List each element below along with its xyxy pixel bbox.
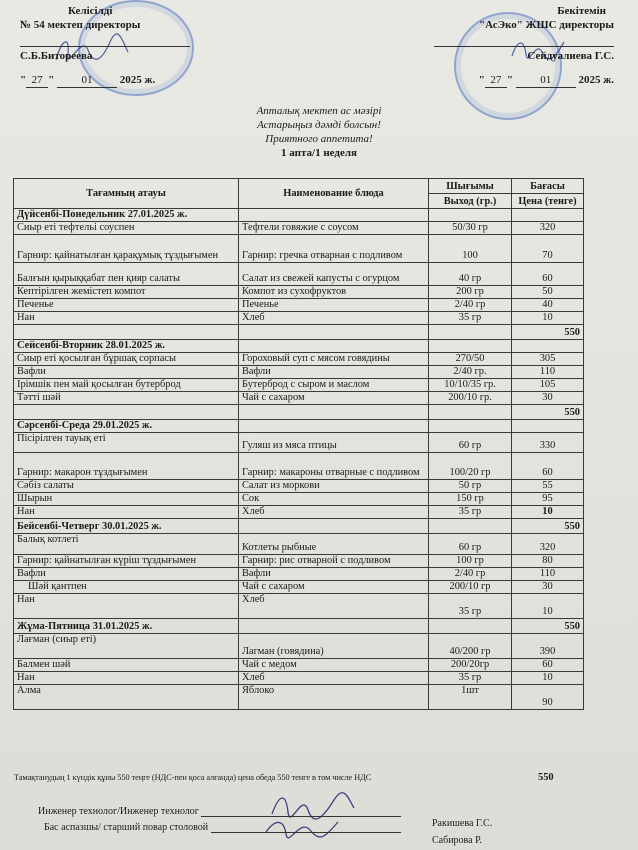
dish-price: 55 — [512, 480, 584, 493]
dish-output: 10/10/35 гр. — [429, 379, 512, 392]
dish-ru: Хлеб — [239, 312, 429, 325]
day-total-row — [14, 405, 584, 420]
signature-line — [211, 822, 401, 833]
day-title: Жұма-Пятница 31.01.2025 ж. — [14, 619, 239, 634]
dish-ru: Бутерброд с сыром и маслом — [239, 379, 429, 392]
dish-output: 270/50 — [429, 353, 512, 366]
day-row — [14, 209, 584, 222]
dish-price: 40 — [512, 299, 584, 312]
dish-ru: Гарнир: гречка отварная с подливом — [239, 235, 429, 263]
dish-ru: Гарнир: рис отварной с подливом — [239, 555, 429, 568]
table-row — [14, 263, 584, 286]
approval-left-position: № 54 мектеп директоры — [20, 19, 141, 31]
table-row — [14, 506, 584, 519]
dish-ru: Салат из моркови — [239, 480, 429, 493]
header-kz-name: Тағамның атауы — [14, 179, 239, 209]
table-row — [14, 634, 584, 659]
dish-ru: Печенье — [239, 299, 429, 312]
dish-ru: Хлеб — [239, 506, 429, 519]
table-row — [14, 581, 584, 594]
dish-output: 200/10 гр. — [429, 392, 512, 405]
dish-output: 60 гр — [429, 433, 512, 453]
dish-output: 40/200 гр — [429, 634, 512, 659]
table-row — [14, 299, 584, 312]
title-wish-ru: Приятного аппетита! — [265, 133, 373, 145]
approval-right-date: " 27 " 01 2025 ж. — [478, 74, 614, 86]
table-row — [14, 493, 584, 506]
dish-output: 100/20 гр — [429, 453, 512, 480]
day-total: 550 — [512, 405, 584, 420]
dish-ru: Сок — [239, 493, 429, 506]
menu-table — [13, 178, 584, 710]
dish-kz: Ірімшік пен май қосылған бутерброд — [14, 379, 239, 392]
dish-price: 105 — [512, 379, 584, 392]
dish-kz: Балғын қырыққабат пен қияр салаты — [14, 263, 239, 286]
table-row — [14, 685, 584, 710]
dish-kz: Нан — [14, 672, 239, 685]
title-kz: Апталық мектеп ас мәзірі — [256, 105, 382, 117]
dish-kz: Шырын — [14, 493, 239, 506]
day-total-row — [14, 619, 584, 634]
dish-price: 10 — [512, 506, 584, 519]
dish-output: 100 гр — [429, 555, 512, 568]
day-title: Бейсенбі-Четверг 30.01.2025 ж. — [14, 519, 239, 534]
table-row — [14, 480, 584, 493]
approval-right-position: "АсЭко" ЖШС директоры — [478, 19, 614, 31]
table-row — [14, 235, 584, 263]
signature-line-left — [20, 36, 190, 47]
table-row — [14, 555, 584, 568]
table-row — [14, 672, 584, 685]
table-row — [14, 594, 584, 619]
title-wish-kz: Астарыңыз дәмді болсын! — [257, 119, 381, 131]
dish-output: 35 гр — [429, 312, 512, 325]
table-row — [14, 222, 584, 235]
day-title: Сейсенбі-Вторник 28.01.2025 ж. — [14, 340, 239, 353]
approval-left — [20, 4, 190, 88]
day-total: 550 — [512, 325, 584, 340]
dish-price: 320 — [512, 534, 584, 555]
dish-price: 320 — [512, 222, 584, 235]
dish-kz: Пісірілген тауық еті — [14, 433, 239, 453]
dish-price: 50 — [512, 286, 584, 299]
dish-kz: Балық котлеті — [14, 534, 239, 555]
table-row — [14, 659, 584, 672]
dish-price: 10 — [512, 312, 584, 325]
dish-price: 90 — [512, 685, 584, 710]
dish-output: 40 гр — [429, 263, 512, 286]
dish-price: 60 — [512, 659, 584, 672]
header-out-kz: Шығымы — [429, 179, 512, 194]
signer-technologist-name: Ракишева Г.С. — [432, 818, 493, 829]
dish-price: 110 — [512, 366, 584, 379]
approval-left-year: 2025 ж. — [119, 74, 156, 86]
approval-right-month: 01 — [516, 73, 576, 88]
dish-ru: Салат из свежей капусты с огурцом — [239, 263, 429, 286]
table-row — [14, 366, 584, 379]
dish-kz: Нан — [14, 506, 239, 519]
table-row — [14, 353, 584, 366]
dish-price: 305 — [512, 353, 584, 366]
dish-output: 100 — [429, 235, 512, 263]
day-total: 550 — [512, 619, 584, 634]
approval-left-name: С.Б.Битореева — [20, 50, 93, 62]
dish-output: 150 гр — [429, 493, 512, 506]
approval-left-title: Келісілді — [68, 5, 113, 17]
dish-output: 60 гр — [429, 534, 512, 555]
dish-ru: Гуляш из мяса птицы — [239, 433, 429, 453]
table-row — [14, 453, 584, 480]
dish-price: 10 — [512, 672, 584, 685]
approval-right-name: Сейдуалиева Г.С. — [527, 50, 614, 62]
signature-line — [201, 806, 401, 817]
dish-ru: Гарнир: макароны отварные с подливом — [239, 453, 429, 480]
dish-output: 1шт — [429, 685, 512, 710]
table-row — [14, 534, 584, 555]
approval-right-title: Бекітемін — [557, 5, 606, 17]
dish-kz: Нан — [14, 594, 239, 619]
dish-ru: Компот из сухофруктов — [239, 286, 429, 299]
title-week: 1 апта/1 неделя — [281, 147, 357, 159]
signer-chef-name: Сабирова Р. — [432, 835, 482, 846]
dish-price: 70 — [512, 235, 584, 263]
approval-left-day: 27 — [26, 73, 48, 88]
price-note: Тамақтанудың 1 күндік құны 550 теңге (НДС-пен қоса алғанда) цена обеда 550 тенге в том числе НДС — [14, 773, 372, 782]
table-row — [14, 433, 584, 453]
dish-kz: Гарнир: макарон тұздығымен — [14, 453, 239, 480]
dish-ru: Вафли — [239, 366, 429, 379]
signature-line-right — [434, 36, 614, 47]
dish-output: 50/30 гр — [429, 222, 512, 235]
day-total-row — [14, 325, 584, 340]
dish-output: 35 гр — [429, 594, 512, 619]
dish-output: 2/40 гр. — [429, 366, 512, 379]
approval-right-day: 27 — [485, 73, 507, 88]
table-row — [14, 379, 584, 392]
dish-kz: Вафли — [14, 568, 239, 581]
header-ru-name: Наименование блюда — [239, 179, 429, 209]
dish-output: 2/40 гр — [429, 568, 512, 581]
dish-ru: Гороховый суп с мясом говядины — [239, 353, 429, 366]
dish-output: 50 гр — [429, 480, 512, 493]
header-price-ru: Цена (тенге) — [512, 194, 584, 209]
dish-kz: Сәбіз салаты — [14, 480, 239, 493]
dish-price: 80 — [512, 555, 584, 568]
dish-ru: Лагман (говядина) — [239, 634, 429, 659]
day-row — [14, 420, 584, 433]
dish-kz: Печенье — [14, 299, 239, 312]
day-title: Дүйсенбі-Понедельник 27.01.2025 ж. — [14, 209, 239, 222]
dish-price: 110 — [512, 568, 584, 581]
day-total: 550 — [512, 519, 584, 534]
dish-ru: Котлеты рыбные — [239, 534, 429, 555]
dish-price: 60 — [512, 453, 584, 480]
signer-chef-role: Бас аспазшы/ старший повар столовой — [44, 822, 209, 833]
dish-kz: Тәтті шәй — [14, 392, 239, 405]
header-price-kz: Бағасы — [512, 179, 584, 194]
dish-kz: Гарнир: қайнатылған күріш тұздығымен — [14, 555, 239, 568]
day-row — [14, 340, 584, 353]
dish-kz: Алма — [14, 685, 239, 710]
dish-kz: Балмен шәй — [14, 659, 239, 672]
dish-ru: Тефтели говяжие с соусом — [239, 222, 429, 235]
dish-output: 2/40 гр — [429, 299, 512, 312]
dish-kz: Сиыр еті тефтельі соуспен — [14, 222, 239, 235]
dish-output: 200/10 гр — [429, 581, 512, 594]
dish-ru: Чай с медом — [239, 659, 429, 672]
dish-price: 95 — [512, 493, 584, 506]
dish-price: 390 — [512, 634, 584, 659]
table-row — [14, 568, 584, 581]
table-row — [14, 286, 584, 299]
dish-kz: Кептірілген жемістеп компот — [14, 286, 239, 299]
dish-kz: Гарнир: қайнатылған қарақұмық тұздығымен — [14, 235, 239, 263]
table-row — [14, 312, 584, 325]
dish-ru: Вафли — [239, 568, 429, 581]
dish-ru: Яблоко — [239, 685, 429, 710]
dish-output: 200/20гр — [429, 659, 512, 672]
dish-kz: Лағман (сиыр еті) — [14, 634, 239, 659]
dish-ru: Чай с сахаром — [239, 581, 429, 594]
weekly-total: 550 — [538, 772, 554, 783]
signer-chef — [44, 822, 401, 833]
dish-output: 35 гр — [429, 506, 512, 519]
dish-ru: Хлеб — [239, 594, 429, 619]
dish-price: 60 — [512, 263, 584, 286]
dish-kz: Сиыр еті қосылған бұршақ сорпасы — [14, 353, 239, 366]
approval-left-date: " 27 " 01 2025 ж. — [20, 74, 156, 86]
dish-price: 30 — [512, 581, 584, 594]
menu-title — [0, 104, 638, 160]
dish-price: 330 — [512, 433, 584, 453]
dish-kz: Нан — [14, 312, 239, 325]
table-row — [14, 392, 584, 405]
signer-technologist-role: Инженер технолог/Инженер технолог — [38, 806, 199, 817]
dish-ru: Чай с сахаром — [239, 392, 429, 405]
dish-price: 10 — [512, 594, 584, 619]
dish-kz: Вафли — [14, 366, 239, 379]
dish-output: 200 гр — [429, 286, 512, 299]
dish-price: 30 — [512, 392, 584, 405]
dish-kz: Шәй қантпен — [14, 581, 239, 594]
dish-output: 35 гр — [429, 672, 512, 685]
approval-right-year: 2025 ж. — [578, 74, 614, 86]
dish-ru: Хлеб — [239, 672, 429, 685]
signer-technologist — [38, 806, 401, 817]
day-total-row — [14, 519, 584, 534]
header-out-ru: Выход (гр.) — [429, 194, 512, 209]
day-title: Сәрсенбі-Среда 29.01.2025 ж. — [14, 420, 239, 433]
approval-right — [434, 4, 614, 88]
approval-left-month: 01 — [57, 73, 117, 88]
